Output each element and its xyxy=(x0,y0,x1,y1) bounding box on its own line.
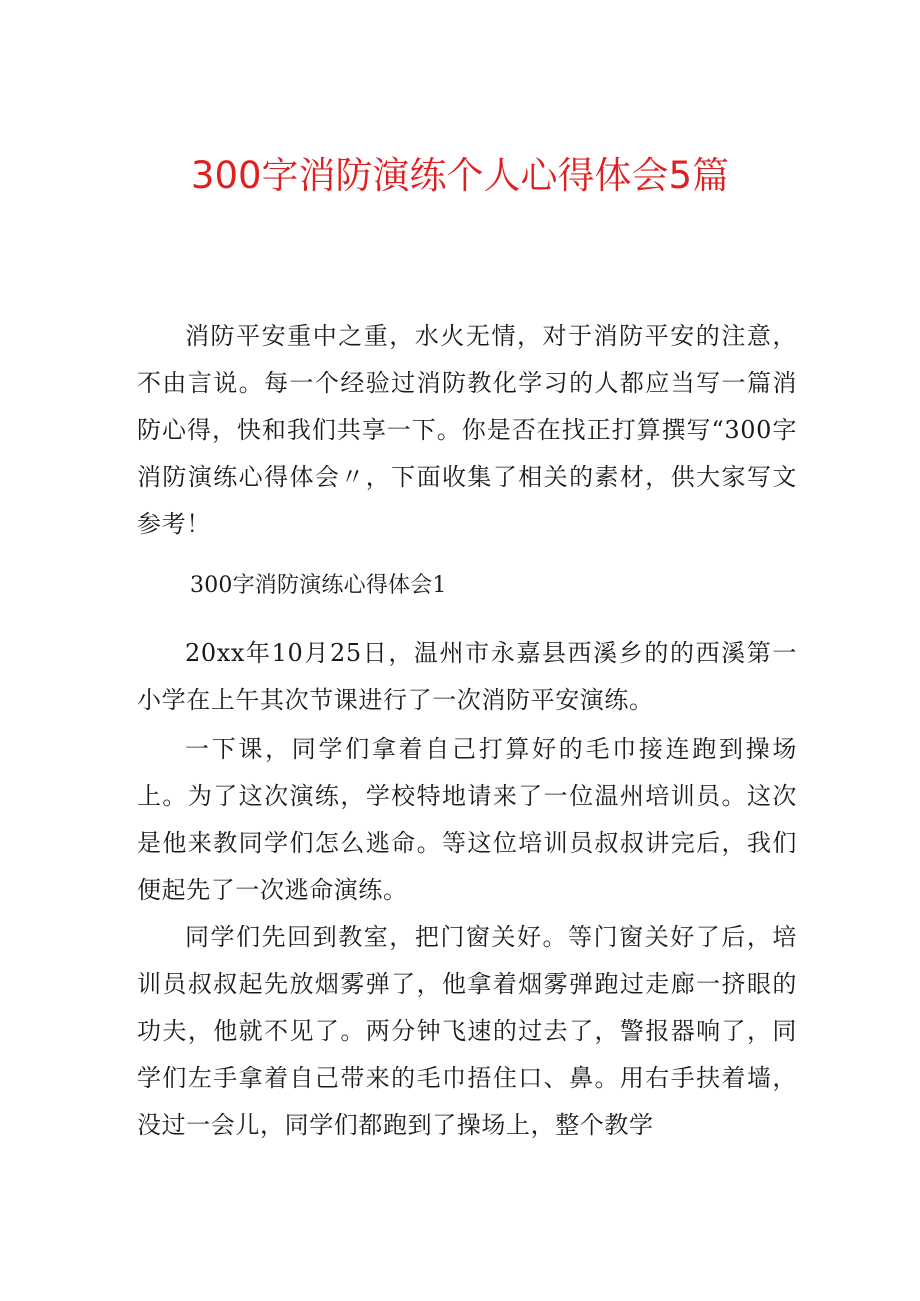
intro-text: 消防平安重中之重，水火无情，对于消防平安的注意，不由言说。每一个经验过消防教化学习的人都应当写一篇消防心得，快和我们共享一下。你是否在找正打算撰写“300字消防演练心得体会〃，下面收集了相关的素材，供大家写文参考！ xyxy=(137,322,797,538)
section-heading xyxy=(137,562,797,609)
intro-paragraph xyxy=(137,313,797,548)
paragraph-text: 20xx年10月25日，温州市永嘉县西溪乡的的西溪第一小学在上午其次节课进行了一次消防平安演练。 xyxy=(137,639,797,714)
paragraph-2 xyxy=(137,726,797,914)
paragraph-1 xyxy=(137,630,797,724)
paragraph-text: 同学们先回到教室，把门窗关好。等门窗关好了后，培训员叔叔起先放烟雾弹了，他拿着烟雾弹跑过走廊一挤眼的功夫，他就不见了。两分钟飞速的过去了，警报器响了，同学们左手拿着自己带来的毛巾捂住口、鼻。用右手扶着墙，没过一会儿，同学们都跑到了操场上，整个教学 xyxy=(137,923,797,1139)
paragraph-text: 一下课，同学们拿着自己打算好的毛巾接连跑到操场上。为了这次演练，学校特地请来了一位温州培训员。这次是他来教同学们怎么逃命。等这位培训员叔叔讲完后，我们便起先了一次逃命演练。 xyxy=(137,735,797,904)
paragraph-3 xyxy=(137,914,797,1149)
section-heading-text: 300字消防演练心得体会1 xyxy=(190,573,447,598)
document-title: 300字消防演练个人心得体会5篇 xyxy=(190,154,730,197)
